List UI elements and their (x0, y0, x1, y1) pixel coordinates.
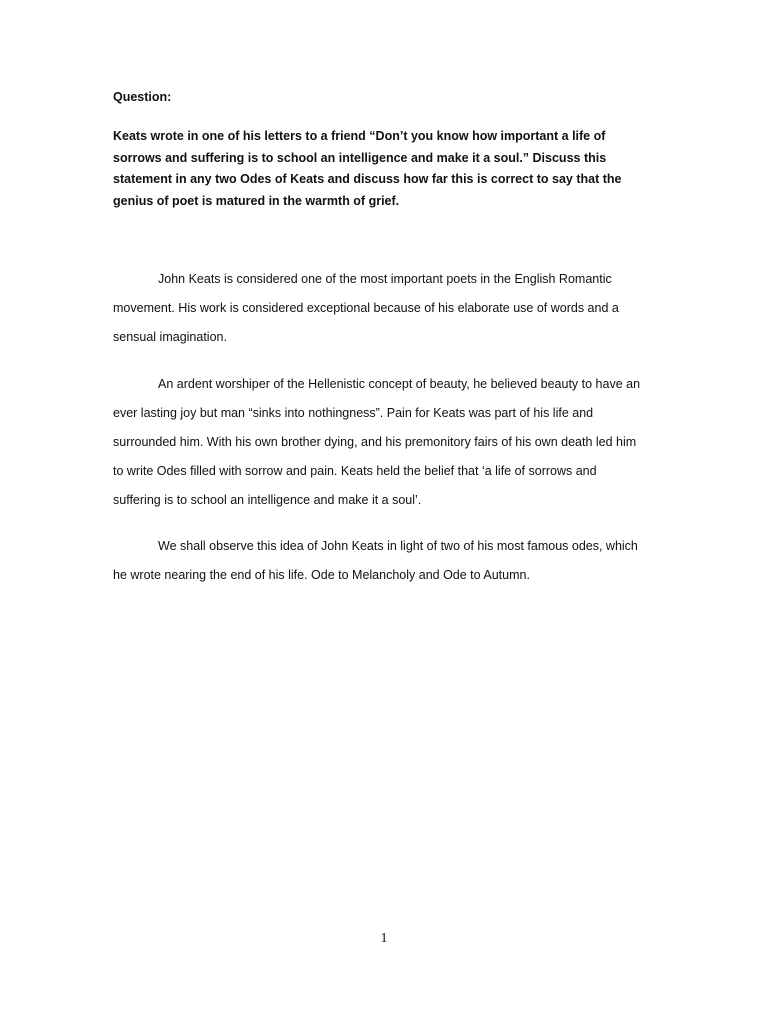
body-paragraph-3: We shall observe this idea of John Keats in light of two of his most famous odes, which he wrote nearing the end of his life. Ode to Melancholy and Ode to Autumn. (113, 539, 638, 582)
question-text: Keats wrote in one of his letters to a friend “Don’t you know how important a life of sorrows and suffering is to school an intelligence and make it a soul.” Discuss this statement in any two Odes of Keats and discuss how far this is correct to say that the genius of poet is matured in the warmth of grief. (113, 129, 622, 209)
question-heading: Question: (113, 90, 172, 104)
page-number: 1 (380, 931, 388, 946)
body-paragraph-1: John Keats is considered one of the most important poets in the English Romantic movement. His work is considered exceptional because of his elaborate use of words and a sensual imagination. (113, 272, 619, 344)
body-paragraph-2: An ardent worshiper of the Hellenistic concept of beauty, he believed beauty to have an ever lasting joy but man “sinks into nothingness”. Pain for Keats was part of his life and surrounded him. With his own brother dying, and his premonitory fairs of his own death led him to write Odes filled with sorrow and pain. Keats held the belief that ‘a life of sorrows and suffering is to school an intelligence and make it a soul’. (113, 377, 641, 507)
